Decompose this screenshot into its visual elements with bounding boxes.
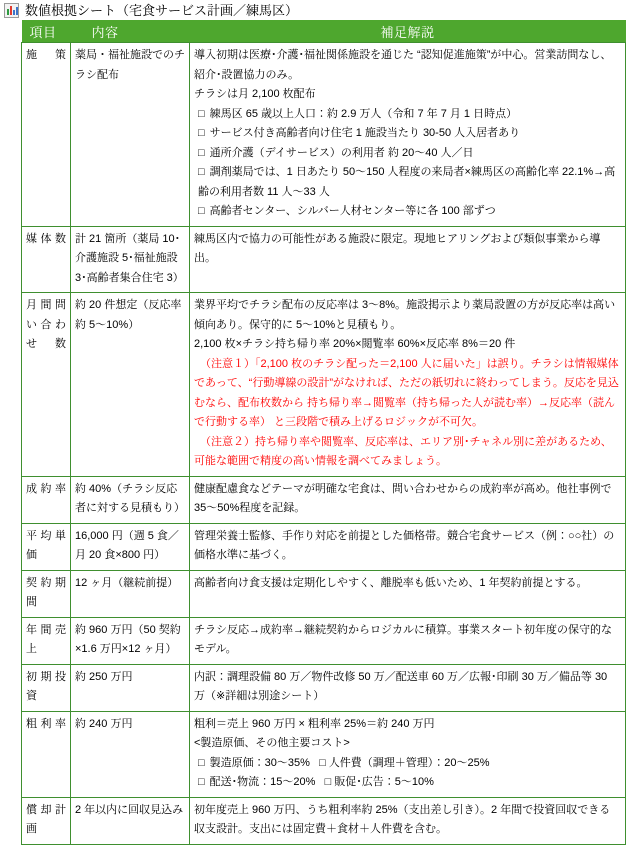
row-note-cell (190, 43, 626, 227)
row-item-label (22, 523, 71, 570)
note-bullet-line (194, 105, 621, 125)
note-text-line: 内訳：調理設備 80 万／物件改修 50 万／配送車 60 万／広報･印刷 30 万／備品等 30 万（※詳細は別途シート） (194, 670, 608, 702)
row-item-label (22, 570, 71, 617)
row-note-cell (190, 797, 626, 844)
note-text-line: 導入初期は医療･介護･福祉関係施設を通じた “認知促進施策”が中心。営業訪問なし、紹介･設置協力のみ。 (194, 49, 612, 81)
row-item-label (22, 226, 71, 293)
note-bullet-text: 通所介護（デイサービス）の利用者 約 20〜40 人／日 (209, 146, 474, 159)
note-bullet-text: 練馬区 65 歳以上人口：約 2.9 万人（令和 7 年 7 月 1 日時点） (209, 107, 518, 120)
row-item-text: 償却計画 (26, 803, 66, 835)
row-content-cell: 約 40%（チラシ反応者に対する見積もり） (71, 476, 190, 523)
note-bullet-line (194, 144, 621, 164)
checkbox-icon: □ (319, 756, 329, 769)
table-body (22, 43, 626, 845)
note-text-line: <製造原価、その他主要コスト> (194, 737, 350, 749)
table-row (22, 476, 626, 523)
table-row (22, 570, 626, 617)
row-item-text: 契約期間 (26, 576, 66, 608)
note-text-line: チラシは月 2,100 枚配布 (194, 88, 316, 100)
note-text-line: 健康配慮食などテーマが明確な宅食は、問い合わせからの成約率が高め。他社事例で 35〜50%程度を記録。 (194, 482, 612, 514)
row-item-label (22, 43, 71, 227)
row-item-label (22, 293, 71, 477)
note-text-line: 練馬区内で協力の可能性がある施設に限定。現地ヒアリングおよび類似事業から導出。 (194, 232, 601, 264)
row-note-cell (190, 711, 626, 797)
row-content-cell: 薬局・福祉施設でのチラシ配布 (71, 43, 190, 227)
row-content-cell: 12 ヶ月（継続前提） (71, 570, 190, 617)
note-bullet-text: サービス付き高齢者向け住宅 1 施設当たり 30-50 人入居者あり (209, 127, 521, 139)
note-spacer (315, 776, 324, 788)
sheet-container (0, 20, 642, 845)
column-header-item: 項目 (22, 20, 71, 43)
row-note-cell (190, 664, 626, 711)
note-text-line: 粗利＝売上 960 万円 × 粗利率 25%＝約 240 万円 (194, 717, 435, 730)
row-item-label (22, 476, 71, 523)
row-note-cell (190, 617, 626, 664)
row-item-label (22, 664, 71, 711)
row-item-text: 月間問い合わせ数 (26, 299, 66, 350)
checkbox-icon: □ (324, 776, 335, 788)
row-item-label (22, 617, 71, 664)
row-item-text: 平均単価 (26, 529, 66, 561)
row-item-label (22, 797, 71, 844)
note-bullet-text: 調剤薬局では、1 日あたり 50〜150 人程度の来局者×練馬区の高齢化率 22.1%→高齢の利用者数 11 人〜33 人 (198, 166, 616, 198)
row-note-cell (190, 293, 626, 477)
row-item-text: 初期投資 (26, 670, 66, 702)
row-content-cell: 約 240 万円 (71, 711, 190, 797)
table-row (22, 797, 626, 844)
row-note-cell (190, 476, 626, 523)
row-item-text: 媒体数 (26, 232, 66, 245)
document-title-bar (0, 0, 642, 20)
note-warning-text: （注意２）持ち帰り率や閲覧率、反応率は、エリア別･チャネル別に差があるため、可能な範囲で精度の高い情報を調べてみましょう。 (194, 435, 612, 467)
table-row (22, 664, 626, 711)
column-header-content: 内容 (71, 20, 190, 43)
note-warning-text: （注意１）「2,100 枚のチラシ配った＝2,100 人に届いた」は誤り。チラシは情報媒体であって、“行動導線の設計”がなければ、ただの紙切れに終わってしまう。反応を見込むなら、配布枚数から 持ち帰り率→閲覧率（持ち帰った人が読む率）→反応率（読んで行動する率） と三段階で積み上げるロジックが不可欠。 (194, 357, 619, 428)
row-item-text: 年間売上 (26, 623, 66, 655)
note-bullet-line (194, 754, 621, 774)
row-content-cell: 計 21 箇所（薬局 10･介護施設 5･福祉施設 3･高齢者集合住宅 3） (71, 226, 190, 293)
row-note-cell (190, 226, 626, 293)
note-text-line: 管理栄養士監修、手作り対応を前提とした価格帯。競合宅食サービス（例：○○社）の価格水準に基づく。 (194, 529, 615, 561)
row-item-text: 施策 (26, 49, 66, 61)
row-content-cell: 約 250 万円 (71, 664, 190, 711)
note-spacer (310, 757, 319, 769)
note-text-line: チラシ反応→成約率→継続契約からロジカルに積算。事業スタート初年度の保守的なモデル。 (194, 623, 612, 655)
row-content-cell: 約 960 万円（50 契約×1.6 万円×12 ヶ月） (71, 617, 190, 664)
page-title: 数値根拠シート（宅食サービス計画／練馬区） (25, 3, 299, 18)
table-row (22, 226, 626, 293)
row-item-label (22, 711, 71, 797)
note-text-line: 2,100 枚×チラシ持ち帰り率 20%×閲覧率 60%×反応率 8%＝20 件 (194, 338, 516, 350)
note-text-line: 高齢者向け食支援は定期化しやすく、離脱率も低いため、1 年契約前提とする。 (194, 576, 588, 589)
note-bullet-line (194, 773, 621, 793)
table-row (22, 293, 626, 477)
note-bullet-text: 配送･物流：15〜20% (209, 776, 316, 788)
note-bullet-text-secondary: 販促･広告：5〜10% (334, 776, 434, 788)
column-header-note: 補足解説 (190, 20, 626, 43)
note-bullet-line (194, 124, 621, 144)
note-bullet-line (194, 202, 621, 222)
table-header-row (22, 20, 626, 43)
table-row (22, 43, 626, 227)
row-content-cell: 2 年以内に回収見込み (71, 797, 190, 844)
row-item-text: 粗利率 (26, 717, 66, 730)
note-bullet-line (194, 163, 621, 202)
row-note-cell (190, 523, 626, 570)
row-content-cell: 約 20 件想定（反応率約 5〜10%） (71, 293, 190, 477)
note-text-line: 業界平均でチラシ配布の反応率は 3〜8%。施設掲示より薬局設置の方が反応率は高い傾向あり。保守的に 5〜10%と見積もり。 (194, 299, 616, 331)
note-bullet-text: 高齢者センター、シルバー人材センター等に各 100 部ずつ (209, 205, 496, 217)
table-row (22, 523, 626, 570)
row-item-text: 成約率 (26, 482, 66, 495)
numeric-basis-table (21, 20, 626, 845)
table-row (22, 711, 626, 797)
note-text-line: 初年度売上 960 万円、うち粗利率約 25%（支出差し引き）。2 年間で投資回収できる収支設計。支出には固定費＋食材＋人件費を含む。 (194, 803, 611, 835)
row-content-cell: 16,000 円（週 5 食／月 20 食×800 円） (71, 523, 190, 570)
note-bullet-text: 製造原価：30〜35% (209, 756, 310, 769)
note-bullet-text-secondary: 人件費（調理＋管理）：20〜25% (328, 756, 490, 769)
table-row (22, 617, 626, 664)
row-note-cell (190, 570, 626, 617)
bar-chart-icon (4, 3, 19, 18)
